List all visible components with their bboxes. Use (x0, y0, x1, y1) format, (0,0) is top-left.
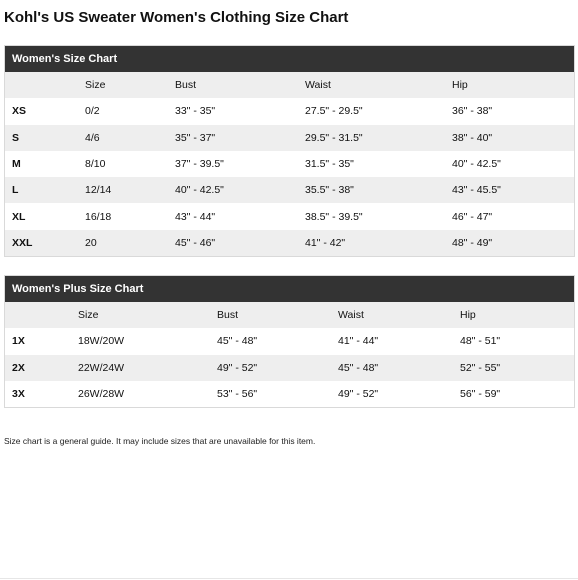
waist-cell: 38.5" - 39.5" (305, 210, 363, 223)
waist-cell: 31.5" - 35" (305, 158, 354, 171)
bust-cell: 49" - 52" (217, 361, 258, 374)
womens-plus-size-table (5, 302, 574, 407)
column-header-label (5, 302, 78, 328)
size-label: L (12, 184, 19, 197)
hip-cell: 56" - 59" (460, 388, 501, 401)
table-row (5, 203, 574, 229)
hip-cell: 40" - 42.5" (452, 158, 501, 171)
column-header-bust: Bust (175, 79, 197, 92)
bust-cell: 37" - 39.5" (175, 158, 224, 171)
size-cell: 12/14 (85, 184, 112, 197)
size-cell: 0/2 (85, 105, 100, 118)
womens-size-chart-header: Women's Size Chart (5, 46, 574, 72)
size-cell: 16/18 (85, 210, 112, 223)
hip-cell: 48" - 49" (452, 236, 493, 249)
size-label: XXL (12, 236, 33, 249)
size-label: XS (12, 105, 27, 118)
womens-size-table (5, 72, 574, 256)
bust-cell: 35" - 37" (175, 131, 216, 144)
table-row (5, 355, 574, 381)
column-header-waist: Waist (305, 79, 331, 92)
column-header-waist: Waist (338, 309, 364, 322)
size-cell: 4/6 (85, 131, 100, 144)
column-header-size: Size (85, 79, 106, 92)
table-row (5, 98, 574, 124)
size-label: M (12, 158, 21, 171)
size-cell: 26W/28W (78, 388, 125, 401)
size-label: XL (12, 210, 26, 223)
waist-cell: 45" - 48" (338, 361, 379, 374)
waist-cell: 41" - 44" (338, 335, 379, 348)
table-row (5, 328, 574, 354)
column-header-hip: Hip (460, 309, 476, 322)
hip-cell: 46" - 47" (452, 210, 493, 223)
size-label: 3X (12, 388, 25, 401)
bust-cell: 40" - 42.5" (175, 184, 224, 197)
waist-cell: 41" - 42" (305, 236, 346, 249)
waist-cell: 49" - 52" (338, 388, 379, 401)
size-label: 2X (12, 361, 25, 374)
size-cell: 20 (85, 236, 97, 249)
table-row (5, 230, 574, 256)
table-header-row (5, 302, 574, 328)
bust-cell: 33" - 35" (175, 105, 216, 118)
table-row (5, 125, 574, 151)
waist-cell: 27.5" - 29.5" (305, 105, 363, 118)
size-label: S (12, 131, 20, 144)
bust-cell: 45" - 46" (175, 236, 216, 249)
waist-cell: 35.5" - 38" (305, 184, 354, 197)
bust-cell: 43" - 44" (175, 210, 216, 223)
womens-size-chart (4, 45, 575, 257)
size-label: 1X (12, 335, 25, 348)
size-cell: 18W/20W (78, 335, 125, 348)
page-title: Kohl's US Sweater Women's Clothing Size Chart (4, 9, 349, 26)
size-cell: 22W/24W (78, 361, 125, 374)
hip-cell: 43" - 45.5" (452, 184, 501, 197)
column-header-label (5, 72, 85, 98)
footnote: Size chart is a general guide. It may include sizes that are unavailable for this item. (4, 435, 316, 446)
womens-plus-size-chart-header: Women's Plus Size Chart (5, 276, 574, 302)
table-row (5, 381, 574, 407)
womens-plus-size-chart (4, 275, 575, 408)
hip-cell: 48" - 51" (460, 335, 501, 348)
column-header-bust: Bust (217, 309, 239, 322)
table-header-row (5, 72, 574, 98)
bust-cell: 53" - 56" (217, 388, 258, 401)
bottom-divider (0, 578, 578, 579)
hip-cell: 52" - 55" (460, 361, 501, 374)
waist-cell: 29.5" - 31.5" (305, 131, 363, 144)
column-header-size: Size (78, 309, 99, 322)
table-row (5, 177, 574, 203)
table-row (5, 151, 574, 177)
bust-cell: 45" - 48" (217, 335, 258, 348)
hip-cell: 36" - 38" (452, 105, 493, 118)
hip-cell: 38" - 40" (452, 131, 493, 144)
size-cell: 8/10 (85, 158, 106, 171)
column-header-hip: Hip (452, 79, 468, 92)
